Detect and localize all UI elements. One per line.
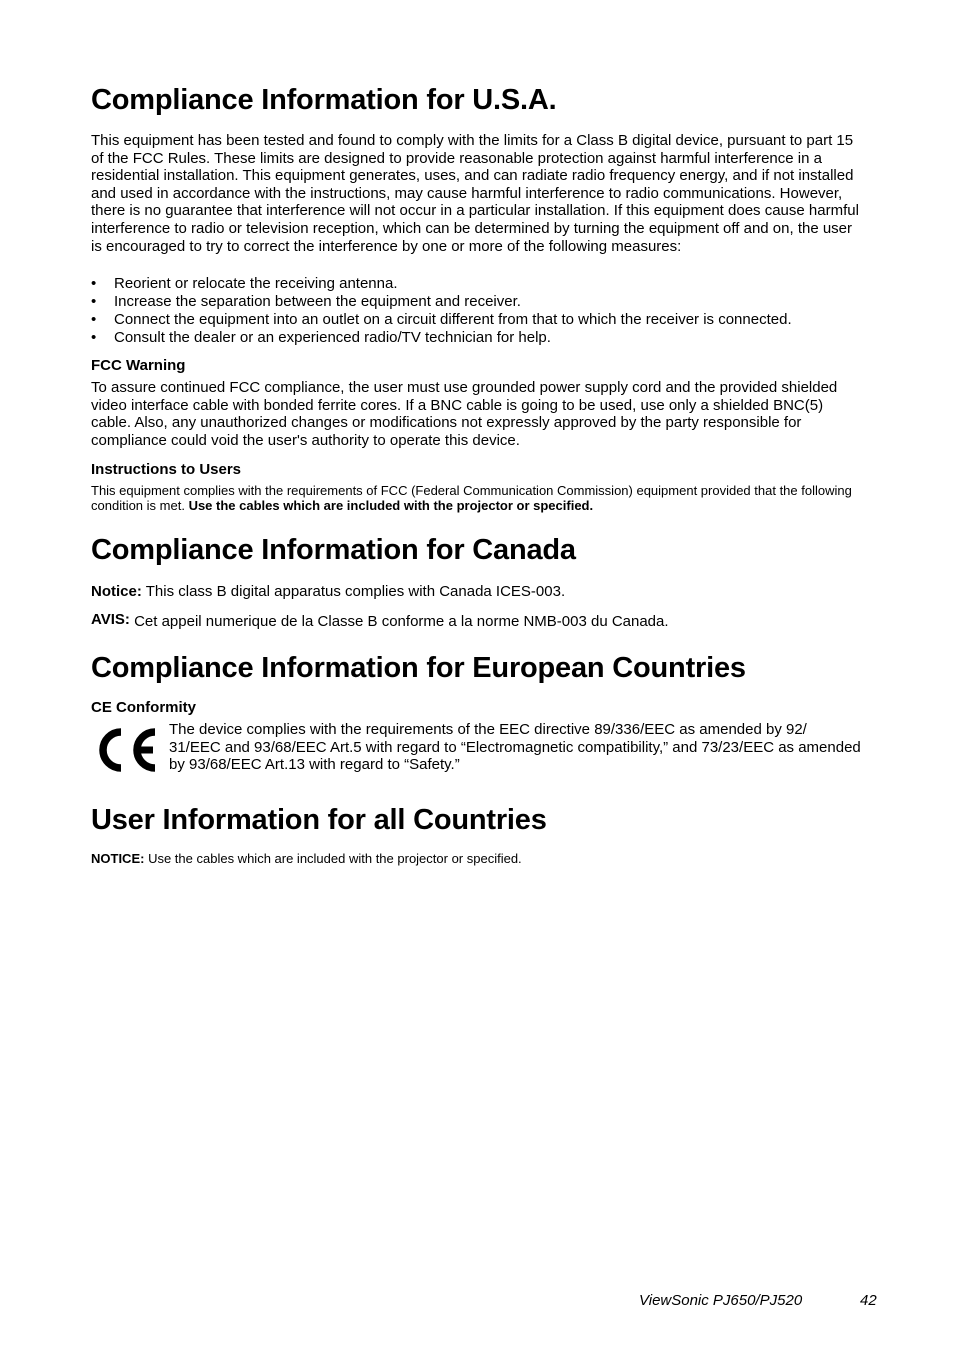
notice-label: NOTICE: [91, 851, 145, 866]
list-item: • Increase the separation between the equipment and receiver. [91, 293, 521, 310]
instructions-heading: Instructions to Users [91, 461, 242, 478]
ce-conformity-text: The device complies with the requirements of the EEC directive 89/336/EEC as amended by 92/ 31/EEC and 93/68/EEC Art.5 with regard to “Electromagnetic compatibility,” and 73/23/EEC as amended by 93/68/EEC Art.13 with regard to “Safety.” [169, 721, 861, 774]
bullet-glyph: • [91, 275, 97, 292]
bullet-glyph: • [91, 311, 97, 328]
canada-avis: AVIS: Cet appeil numerique de la Classe B conforme a la norme NMB-003 du Canada. [91, 611, 669, 630]
list-item: • Consult the dealer or an experienced radio/TV technician for help. [91, 329, 551, 346]
bullet-glyph: • [91, 329, 97, 346]
page-number: 42 [860, 1292, 877, 1309]
instructions-text: This equipment complies with the requirements of FCC (Federal Communication Commission) equipment provided that the following condition is met. Use the cables which are included with the projector or specified. [91, 483, 852, 513]
bullet-glyph: • [91, 293, 97, 310]
list-item: • Connect the equipment into an outlet on a circuit different from that to which the receiver is connected. [91, 311, 792, 328]
canada-notice: Notice: This class B digital apparatus complies with Canada ICES-003. [91, 583, 566, 600]
list-item: • Reorient or relocate the receiving antenna. [91, 275, 398, 292]
notice-label: Notice: [91, 583, 142, 600]
footer-brand: ViewSonic PJ650/PJ520 [639, 1292, 803, 1309]
measures-list [91, 275, 861, 347]
fcc-warning-text: To assure continued FCC compliance, the user must use grounded power supply cord and the provided shielded video interface cable with bonded ferrite cores. If a BNC cable is going to be used, use only a shielded BNC(5) cable. Also, any unauthorized changes or modifications not expressly approved by the party responsible for compliance could void the user's authority to operate this device. [91, 379, 838, 449]
avis-label: AVIS: [91, 611, 130, 628]
heading-all-countries: User Information for all Countries [91, 804, 547, 836]
heading-europe: Compliance Information for European Countries [91, 652, 746, 684]
ce-mark-icon [95, 727, 157, 773]
heading-usa: Compliance Information for U.S.A. [91, 84, 557, 116]
heading-canada: Compliance Information for Canada [91, 534, 576, 566]
usa-body-text: This equipment has been tested and found to comply with the limits for a Class B digital device, pursuant to part 15 of the FCC Rules. These limits are designed to provide reasonable protection against harmful interference in a residential installation. This equipment generates, uses, and can radiate radio frequency energy, and if not installed and used in accordance with the instructions, may cause harmful interference to radio communications. However, there is no guarantee that interference will not occur in a particular installation. If this equipment does cause harmful interference to radio or television reception, which can be determined by turning the equipment off and on, the user is encouraged to try to correct the interference by one or more of the following measures: [91, 132, 859, 255]
ce-conformity-heading: CE Conformity [91, 699, 196, 716]
all-countries-notice: NOTICE: Use the cables which are included with the projector or specified. [91, 851, 522, 866]
fcc-warning-heading: FCC Warning [91, 357, 186, 374]
instructions-bold-text: Use the cables which are included with the projector or specified. [188, 498, 594, 513]
